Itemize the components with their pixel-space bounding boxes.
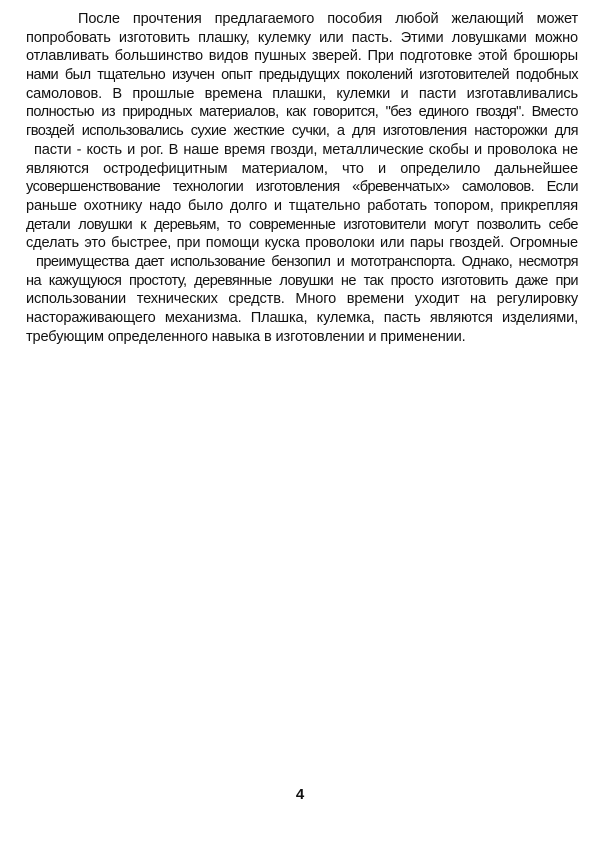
text-line: использовании технических средств. Много времени уходит на регулировку [26,291,578,308]
text-line: полностью из природных материалов, как говорится, "без единого гвоздя". Вместо [26,104,578,121]
text-line: сделать это быстрее, при помощи куска проволоки или пары гвоздей. Огромные [26,235,578,252]
page-number: 4 [295,786,305,803]
text-line: являются остродефицитным материалом, что и определило дальнейшее [26,160,578,177]
text-line: После прочтения предлагаемого пособия любой желающий может [78,11,578,27]
text-line: настораживающего механизма. Плашка, кулемка, пасть являются изделиями, [26,310,578,326]
text-line: гвоздей использовались сухие жесткие сучки, а для изготовления насторожки для [26,123,578,140]
text-line: самоловов. В прошлые времена плашки, кулемки и пасти изготавливались [26,85,578,102]
text-line: попробовать изготовить плашку, кулемку или пасть. Этими ловушками можно [26,29,578,46]
text-line: на кажущуюся простоту, деревянные ловушки не так просто изготовить даже при [26,272,578,289]
text-line: пасти - кость и рог. В наше время гвозди, металлические скобы и проволока не [34,141,578,158]
text-line: детали ловушки к деревьям, то современные изготовители могут позволить себе [26,216,578,233]
text-line: преимущества дает использование бензопил и мототранспорта. Однако, несмотря [36,253,578,270]
text-line: отлавливать большинство видов пушных зверей. При подготовке этой брошюры [26,48,578,65]
text-line: требующим определенного навыка в изготовлении и применении. [26,328,466,345]
body-paragraph [26,10,578,346]
text-line: усовершенствование технологии изготовления «бревенчатых» самоловов. Если [26,179,578,196]
text-line: нами был тщательно изучен опыт предыдущих поколений изготовителей подобных [26,67,578,84]
text-line: раньше охотнику надо было долго и тщательно работать топором, прикрепляя [26,197,578,214]
